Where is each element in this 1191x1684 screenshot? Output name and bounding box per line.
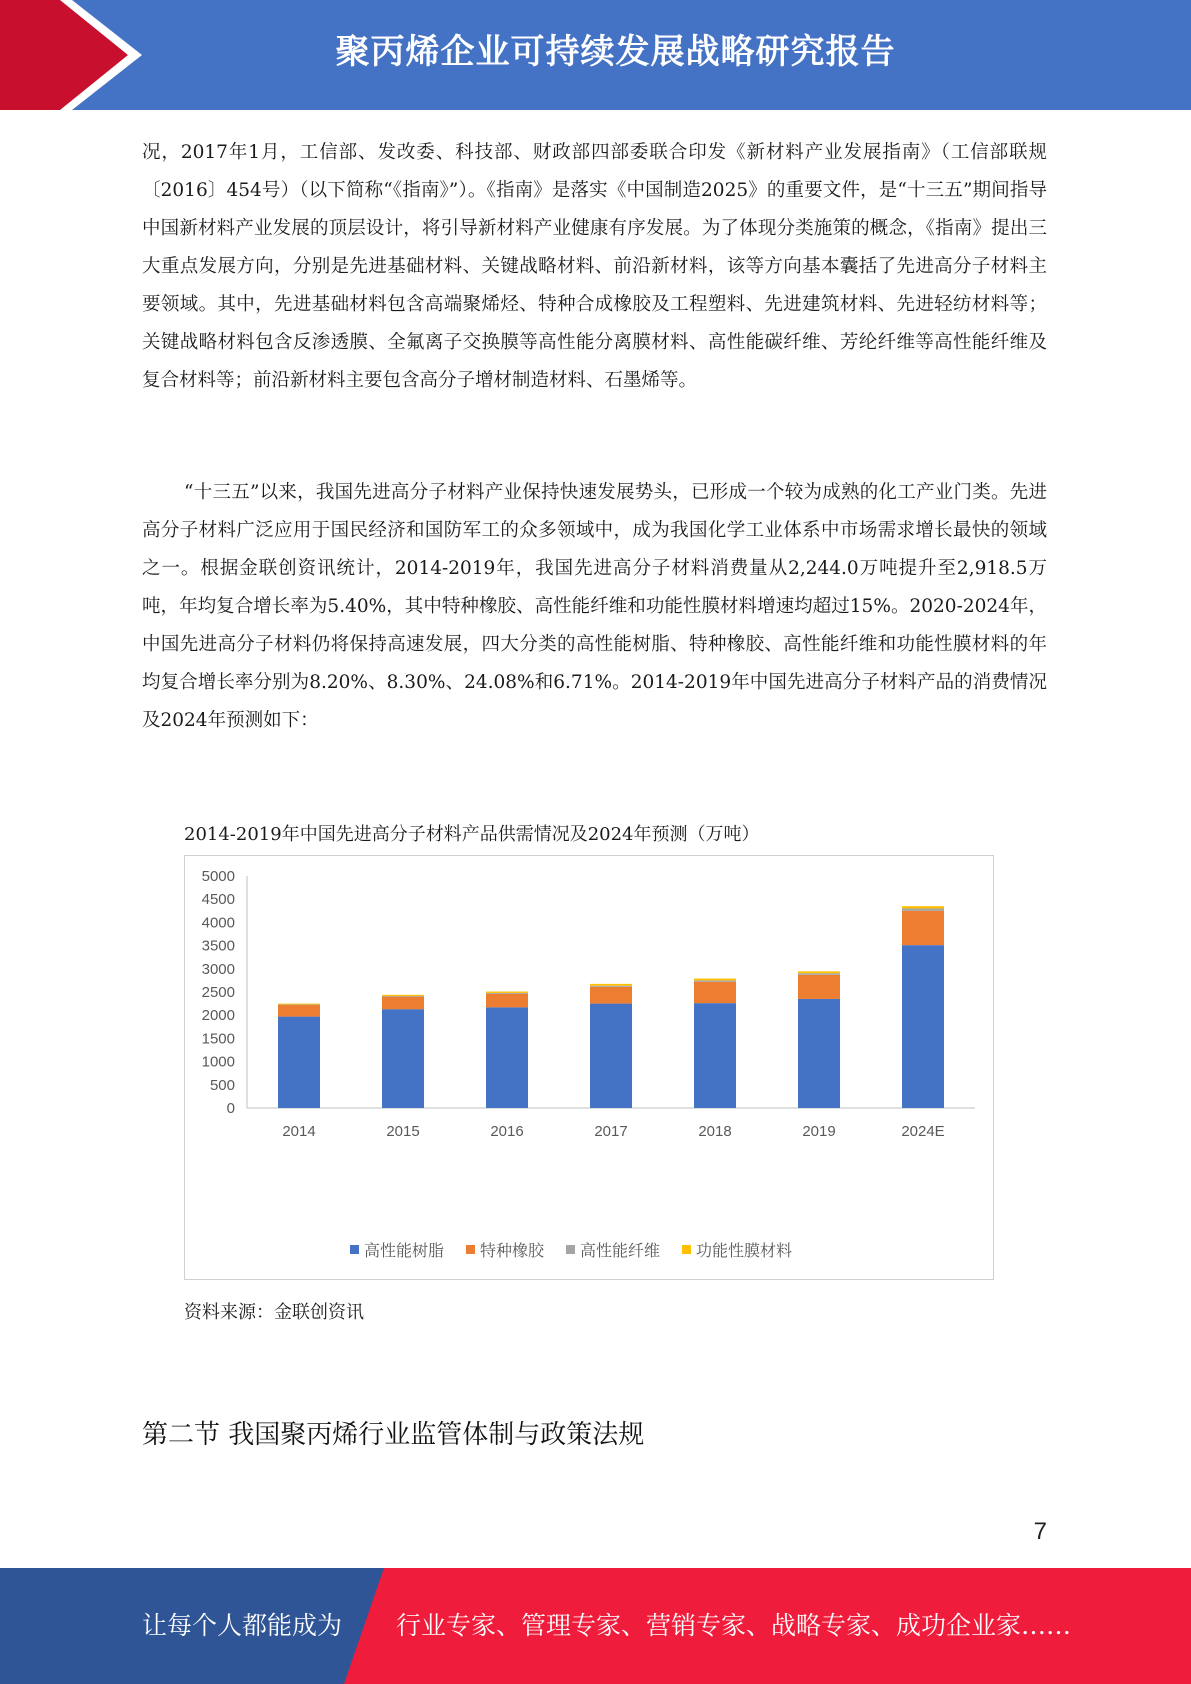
page-footer bbox=[0, 1568, 1191, 1684]
x-tick-label: 2014 bbox=[282, 1123, 316, 1140]
y-tick-label: 2500 bbox=[201, 984, 235, 1001]
bar-2024E-series-3 bbox=[902, 906, 944, 908]
x-tick-label: 2019 bbox=[802, 1123, 836, 1140]
bar-2017-series-1 bbox=[590, 987, 632, 1004]
y-tick-label: 5000 bbox=[201, 868, 235, 885]
bar-2019-series-1 bbox=[798, 975, 840, 999]
y-tick-label: 1500 bbox=[201, 1030, 235, 1048]
y-tick-label: 2000 bbox=[201, 1007, 235, 1025]
chart-canvas bbox=[185, 856, 995, 1281]
x-tick-label: 2016 bbox=[490, 1123, 524, 1140]
legend-swatch bbox=[682, 1245, 691, 1254]
footer-slogan-left: 让每个人都能成为 bbox=[142, 1611, 343, 1640]
bar-2018-series-1 bbox=[694, 982, 736, 1003]
legend-swatch bbox=[466, 1245, 475, 1254]
legend-item bbox=[682, 1238, 792, 1261]
y-tick-label: 3000 bbox=[201, 960, 235, 978]
bar-2019-series-0 bbox=[798, 999, 840, 1108]
bar-2017-series-2 bbox=[590, 986, 632, 987]
bar-2017-series-3 bbox=[590, 984, 632, 986]
y-tick-label: 1000 bbox=[201, 1053, 235, 1071]
bar-2018-series-0 bbox=[694, 1003, 736, 1108]
bar-2024E-series-0 bbox=[902, 945, 944, 1108]
legend-label: 高性能树脂 bbox=[364, 1241, 445, 1260]
legend-swatch bbox=[566, 1245, 575, 1254]
bar-2014-series-1 bbox=[278, 1005, 320, 1017]
y-tick-label: 4000 bbox=[201, 914, 235, 932]
legend-swatch bbox=[350, 1245, 359, 1254]
chart-legend bbox=[350, 1238, 792, 1261]
x-tick-label: 2017 bbox=[594, 1123, 628, 1140]
legend-item bbox=[466, 1238, 544, 1261]
page-number: 7 bbox=[1033, 1518, 1047, 1545]
x-tick-label: 2024E bbox=[901, 1123, 945, 1140]
legend-item bbox=[566, 1238, 660, 1261]
bar-2016-series-1 bbox=[486, 994, 528, 1007]
y-tick-label: 3500 bbox=[201, 937, 235, 955]
section-heading: 第二节 我国聚丙烯行业监管体制与政策法规 bbox=[142, 1420, 645, 1450]
bar-2024E-series-1 bbox=[902, 911, 944, 945]
legend-label: 功能性膜材料 bbox=[696, 1241, 793, 1260]
y-tick-label: 4500 bbox=[201, 891, 235, 909]
y-tick-label: 0 bbox=[226, 1100, 235, 1117]
bar-2018-series-2 bbox=[694, 980, 736, 981]
legend-label: 高性能纤维 bbox=[580, 1241, 661, 1260]
body-paragraph-2: “十三五”以来，我国先进高分子材料产业保持快速发展势头，已形成一个较为成熟的化工产业门类。先进高分子材料广泛应用于国民经济和国防军工的众多领域中，成为我国化学工业体系中市场需求增长最快的领域之一。根据金联创资讯统计，2014-2019年，我国先进高分子材料消费量从2,244.0万吨提升至2,918.5万吨，年均复合增长率为5.40%，其中特种橡胶、高性能纤维和功能性膜材料增速均超过15%。2020-2024年，中国先进高分子材料仍将保持高速发展，四大分类的高性能树脂、特种橡胶、高性能纤维和功能性膜材料的年均复合增长率分别为8.20%、8.30%、24.08%和6.71%。2014-2019年中国先进高分子材料产品的消费情况及2024年预测如下： bbox=[142, 482, 1047, 731]
bar-2019-series-3 bbox=[798, 971, 840, 973]
bar-2017-series-0 bbox=[590, 1004, 632, 1108]
bar-2016-series-3 bbox=[486, 992, 528, 993]
legend-item bbox=[350, 1238, 444, 1261]
legend-label: 特种橡胶 bbox=[480, 1241, 545, 1260]
bar-2014-series-3 bbox=[278, 1004, 320, 1005]
report-title: 聚丙烯企业可持续发展战略研究报告 bbox=[335, 32, 896, 72]
chart-caption: 2014-2019年中国先进高分子材料产品供需情况及2024年预测（万吨） bbox=[184, 824, 760, 845]
bar-2018-series-3 bbox=[694, 979, 736, 981]
bar-2015-series-3 bbox=[382, 995, 424, 996]
bar-2014-series-0 bbox=[278, 1017, 320, 1108]
bar-2015-series-0 bbox=[382, 1009, 424, 1108]
bar-2024E-series-2 bbox=[902, 908, 944, 910]
page-header bbox=[0, 0, 1191, 110]
y-tick-label: 500 bbox=[209, 1076, 235, 1094]
bar-2016-series-2 bbox=[486, 993, 528, 994]
x-tick-label: 2015 bbox=[386, 1123, 420, 1140]
bar-2016-series-0 bbox=[486, 1007, 528, 1108]
x-tick-label: 2018 bbox=[698, 1123, 732, 1140]
chart-source: 资料来源：金联创资讯 bbox=[184, 1302, 364, 1323]
bar-2015-series-2 bbox=[382, 996, 424, 997]
bar-2019-series-2 bbox=[798, 973, 840, 975]
footer-slogan-right: 行业专家、管理专家、营销专家、战略专家、成功企业家…… bbox=[396, 1611, 1072, 1640]
stacked-bar-chart bbox=[184, 855, 994, 1280]
bar-2015-series-1 bbox=[382, 997, 424, 1010]
body-paragraph-1: 况，2017年1月，工信部、发改委、科技部、财政部四部委联合印发《新材料产业发展指南》（工信部联规〔2016〕454号）（以下简称“《指南》”）。《指南》是落实《中国制造2025》的重要文件，是“十三五”期间指导中国新材料产业发展的顶层设计，将引导新材料产业健康有序发展。为了体现分类施策的概念，《指南》提出三大重点发展方向，分别是先进基础材料、关键战略材料、前沿新材料，该等方向基本囊括了先进高分子材料主要领域。其中，先进基础材料包含高端聚烯烃、特种合成橡胶及工程塑料、先进建筑材料、先进轻纺材料等；关键战略材料包含反渗透膜、全氟离子交换膜等高性能分离膜材料、高性能碳纤维、芳纶纤维等高性能纤维及复合材料等；前沿新材料主要包含高分子增材制造材料、石墨烯等。 bbox=[142, 142, 1047, 391]
